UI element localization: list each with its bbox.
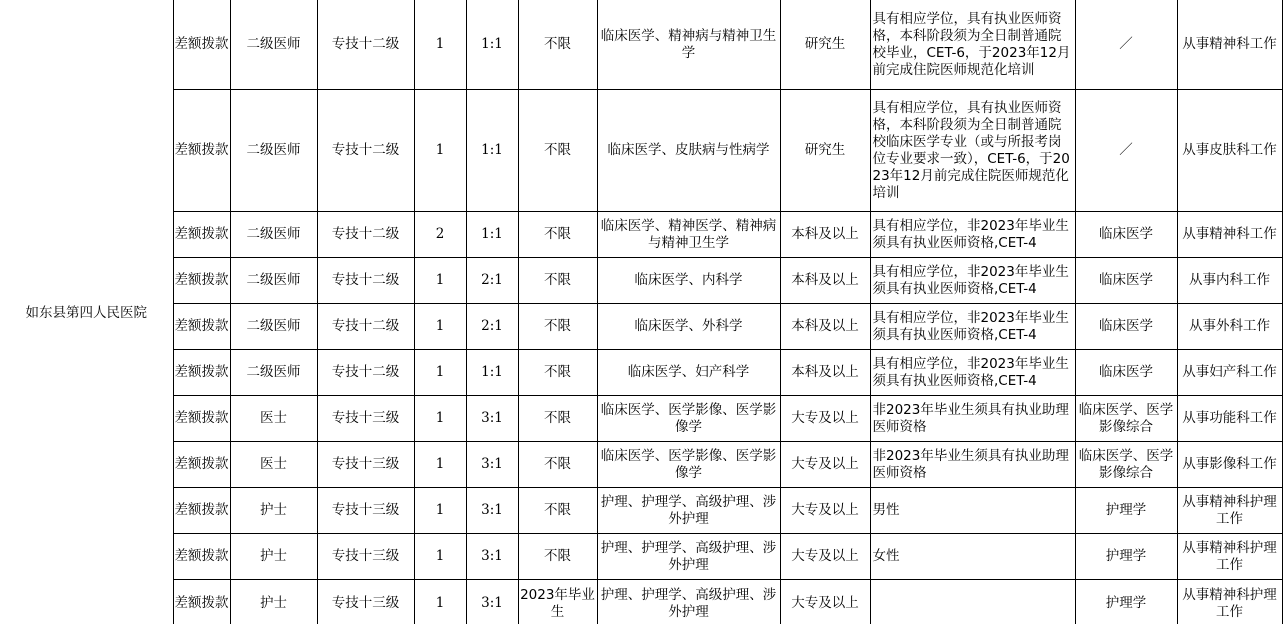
- age-cell: 不限: [518, 488, 597, 534]
- requirements-cell: 女性: [870, 534, 1075, 580]
- education-cell: 研究生: [780, 0, 870, 90]
- age-cell: 不限: [518, 396, 597, 442]
- count-cell: 1: [414, 534, 466, 580]
- education-cell: 本科及以上: [780, 350, 870, 396]
- grade-cell: 专技十三级: [317, 396, 414, 442]
- count-cell: 1: [414, 0, 466, 90]
- requirements-cell: 非2023年毕业生须具有执业助理医师资格: [870, 396, 1075, 442]
- major-cell: 临床医学、医学影像、医学影像学: [597, 396, 780, 442]
- requirements-cell: 男性: [870, 488, 1075, 534]
- table-row: [0, 258, 1282, 304]
- undergrad-major-cell: 临床医学、医学影像综合: [1075, 442, 1177, 488]
- ratio-cell: 3:1: [466, 488, 518, 534]
- major-cell: 临床医学、外科学: [597, 304, 780, 350]
- table-row: [0, 0, 1282, 90]
- post-cell: 护士: [230, 534, 317, 580]
- funding-cell: 差额拨款: [173, 442, 230, 488]
- funding-cell: 差额拨款: [173, 580, 230, 624]
- remark-cell: 从事功能科工作: [1177, 396, 1282, 442]
- education-cell: 研究生: [780, 90, 870, 212]
- table-row: [0, 488, 1282, 534]
- funding-cell: 差额拨款: [173, 90, 230, 212]
- requirements-cell: [870, 580, 1075, 624]
- funding-cell: 差额拨款: [173, 350, 230, 396]
- remark-cell: 从事皮肤科工作: [1177, 90, 1282, 212]
- ratio-cell: 1:1: [466, 350, 518, 396]
- age-cell: 2023年毕业生: [518, 580, 597, 624]
- post-cell: 二级医师: [230, 90, 317, 212]
- age-cell: 不限: [518, 90, 597, 212]
- count-cell: 1: [414, 442, 466, 488]
- funding-cell: 差额拨款: [173, 396, 230, 442]
- ratio-cell: 1:1: [466, 212, 518, 258]
- age-cell: 不限: [518, 534, 597, 580]
- grade-cell: 专技十三级: [317, 488, 414, 534]
- education-cell: 大专及以上: [780, 580, 870, 624]
- undergrad-major-cell: 临床医学: [1075, 304, 1177, 350]
- grade-cell: 专技十三级: [317, 442, 414, 488]
- count-cell: 1: [414, 488, 466, 534]
- requirements-cell: 具有相应学位，具有执业医师资格，本科阶段须为全日制普通院校毕业，CET-6，于2023年12月前完成住院医师规范化培训: [870, 0, 1075, 90]
- remark-cell: 从事影像科工作: [1177, 442, 1282, 488]
- count-cell: 1: [414, 580, 466, 624]
- count-cell: 1: [414, 304, 466, 350]
- post-cell: 二级医师: [230, 212, 317, 258]
- major-cell: 临床医学、内科学: [597, 258, 780, 304]
- grade-cell: 专技十二级: [317, 258, 414, 304]
- ratio-cell: 1:1: [466, 90, 518, 212]
- table-row: [0, 580, 1282, 624]
- undergrad-major-cell: 护理学: [1075, 488, 1177, 534]
- age-cell: 不限: [518, 304, 597, 350]
- post-cell: 医士: [230, 396, 317, 442]
- remark-cell: 从事精神科工作: [1177, 0, 1282, 90]
- requirements-cell: 非2023年毕业生须具有执业助理医师资格: [870, 442, 1075, 488]
- age-cell: 不限: [518, 212, 597, 258]
- table-row: [0, 212, 1282, 258]
- education-cell: 本科及以上: [780, 212, 870, 258]
- undergrad-major-cell: 护理学: [1075, 580, 1177, 624]
- count-cell: 1: [414, 350, 466, 396]
- grade-cell: 专技十二级: [317, 90, 414, 212]
- major-cell: 临床医学、精神病与精神卫生学: [597, 0, 780, 90]
- undergrad-major-cell: 护理学: [1075, 534, 1177, 580]
- post-cell: 二级医师: [230, 0, 317, 90]
- major-cell: 临床医学、精神医学、精神病与精神卫生学: [597, 212, 780, 258]
- table-row: [0, 396, 1282, 442]
- age-cell: 不限: [518, 258, 597, 304]
- grade-cell: 专技十二级: [317, 0, 414, 90]
- age-cell: 不限: [518, 0, 597, 90]
- remark-cell: 从事外科工作: [1177, 304, 1282, 350]
- grade-cell: 专技十二级: [317, 304, 414, 350]
- age-cell: 不限: [518, 442, 597, 488]
- funding-cell: 差额拨款: [173, 0, 230, 90]
- unit-name-cell: 如东县第四人民医院: [0, 0, 173, 624]
- count-cell: 1: [414, 90, 466, 212]
- post-cell: 二级医师: [230, 258, 317, 304]
- post-cell: 二级医师: [230, 304, 317, 350]
- post-cell: 护士: [230, 580, 317, 624]
- funding-cell: 差额拨款: [173, 212, 230, 258]
- table-row: [0, 304, 1282, 350]
- post-cell: 医士: [230, 442, 317, 488]
- grade-cell: 专技十二级: [317, 350, 414, 396]
- ratio-cell: 2:1: [466, 258, 518, 304]
- remark-cell: 从事精神科护理工作: [1177, 488, 1282, 534]
- major-cell: 临床医学、医学影像、医学影像学: [597, 442, 780, 488]
- ratio-cell: 3:1: [466, 442, 518, 488]
- remark-cell: 从事妇产科工作: [1177, 350, 1282, 396]
- major-cell: 护理、护理学、高级护理、涉外护理: [597, 580, 780, 624]
- ratio-cell: 3:1: [466, 396, 518, 442]
- requirements-cell: 具有相应学位，非2023年毕业生须具有执业医师资格,CET-4: [870, 350, 1075, 396]
- requirements-cell: 具有相应学位，非2023年毕业生须具有执业医师资格,CET-4: [870, 212, 1075, 258]
- funding-cell: 差额拨款: [173, 304, 230, 350]
- remark-cell: 从事精神科护理工作: [1177, 534, 1282, 580]
- grade-cell: 专技十三级: [317, 580, 414, 624]
- undergrad-major-cell: 临床医学: [1075, 350, 1177, 396]
- table-row: [0, 350, 1282, 396]
- education-cell: 本科及以上: [780, 258, 870, 304]
- ratio-cell: 3:1: [466, 580, 518, 624]
- requirements-cell: 具有相应学位，具有执业医师资格，本科阶段须为全日制普通院校临床医学专业（或与所报考岗位专业要求一致），CET-6，于2023年12月前完成住院医师规范化培训: [870, 90, 1075, 212]
- education-cell: 大专及以上: [780, 488, 870, 534]
- count-cell: 1: [414, 258, 466, 304]
- remark-cell: 从事精神科护理工作: [1177, 580, 1282, 624]
- education-cell: 大专及以上: [780, 442, 870, 488]
- grade-cell: 专技十三级: [317, 534, 414, 580]
- requirements-cell: 具有相应学位，非2023年毕业生须具有执业医师资格,CET-4: [870, 304, 1075, 350]
- major-cell: 临床医学、妇产科学: [597, 350, 780, 396]
- count-cell: 1: [414, 396, 466, 442]
- education-cell: 本科及以上: [780, 304, 870, 350]
- post-cell: 护士: [230, 488, 317, 534]
- funding-cell: 差额拨款: [173, 258, 230, 304]
- grade-cell: 专技十二级: [317, 212, 414, 258]
- undergrad-major-cell: ／: [1075, 0, 1177, 90]
- major-cell: 护理、护理学、高级护理、涉外护理: [597, 534, 780, 580]
- age-cell: 不限: [518, 350, 597, 396]
- remark-cell: 从事内科工作: [1177, 258, 1282, 304]
- table-row: [0, 442, 1282, 488]
- undergrad-major-cell: 临床医学: [1075, 212, 1177, 258]
- undergrad-major-cell: 临床医学: [1075, 258, 1177, 304]
- count-cell: 2: [414, 212, 466, 258]
- undergrad-major-cell: 临床医学、医学影像综合: [1075, 396, 1177, 442]
- major-cell: 临床医学、皮肤病与性病学: [597, 90, 780, 212]
- ratio-cell: 3:1: [466, 534, 518, 580]
- education-cell: 大专及以上: [780, 534, 870, 580]
- education-cell: 大专及以上: [780, 396, 870, 442]
- table-row: [0, 90, 1282, 212]
- ratio-cell: 1:1: [466, 0, 518, 90]
- requirements-cell: 具有相应学位，非2023年毕业生须具有执业医师资格,CET-4: [870, 258, 1075, 304]
- table-row: [0, 534, 1282, 580]
- remark-cell: 从事精神科工作: [1177, 212, 1282, 258]
- post-cell: 二级医师: [230, 350, 317, 396]
- funding-cell: 差额拨款: [173, 534, 230, 580]
- ratio-cell: 2:1: [466, 304, 518, 350]
- undergrad-major-cell: ／: [1075, 90, 1177, 212]
- major-cell: 护理、护理学、高级护理、涉外护理: [597, 488, 780, 534]
- funding-cell: 差额拨款: [173, 488, 230, 534]
